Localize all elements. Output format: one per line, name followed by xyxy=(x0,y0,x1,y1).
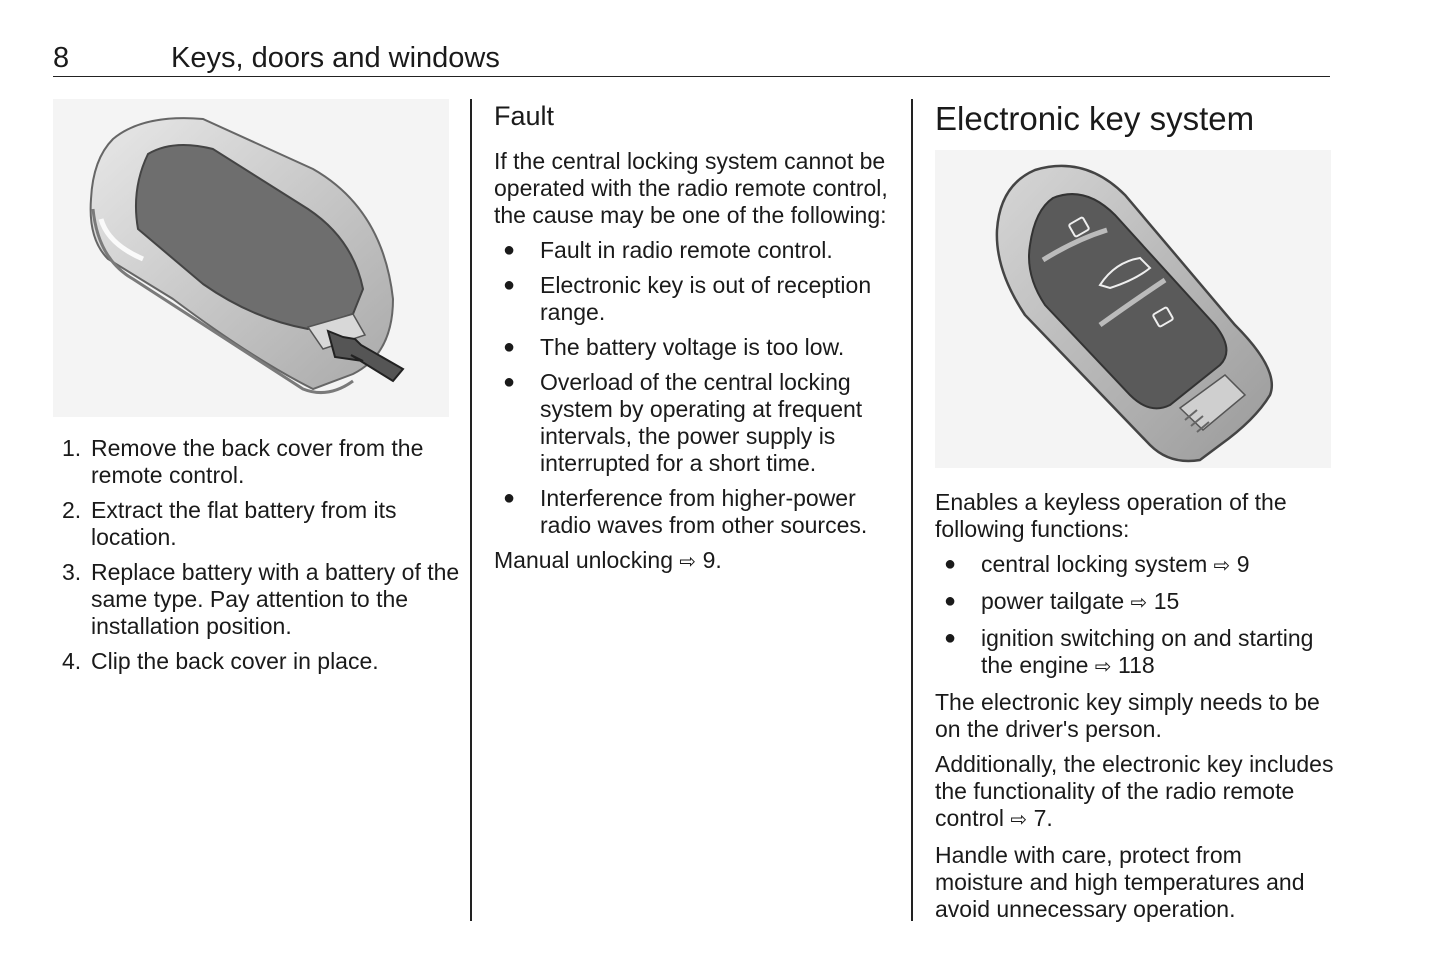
bullet-text: Interference from higher-power radio waves from other sources. xyxy=(540,485,868,538)
electronic-key-para-3: Handle with care, protect from moisture and high temperatures and avoid unnecessary operation. xyxy=(935,842,1305,922)
page-reference-arrow-icon: ⇨ xyxy=(1130,592,1148,614)
step-number: 4. xyxy=(62,648,82,674)
fault-causes-list xyxy=(494,237,894,539)
page-reference-arrow-icon: ⇨ xyxy=(1010,809,1028,831)
electronic-key-heading: Electronic key system xyxy=(935,100,1255,137)
column-divider-right xyxy=(911,99,913,921)
step-number: 3. xyxy=(62,559,82,585)
manual-unlocking-page-link[interactable]: 9. xyxy=(702,547,722,573)
bullet-text: power tailgate xyxy=(981,588,1125,614)
list-item xyxy=(62,497,462,551)
bullet-text: Electronic key is out of reception range. xyxy=(540,272,872,325)
bullet-text: Fault in radio remote control. xyxy=(540,237,833,263)
page-reference-link[interactable]: 9 xyxy=(1236,551,1250,577)
page-number: 8 xyxy=(53,42,70,74)
page-reference-link[interactable]: 118 xyxy=(1117,652,1155,678)
electronic-key-para-2-text: Additionally, the electronic key includes the functionality of the radio remote control xyxy=(935,751,1334,831)
bullet-icon: ● xyxy=(944,553,957,575)
electronic-key-body xyxy=(935,489,1335,931)
list-item xyxy=(62,559,462,640)
battery-replacement-steps xyxy=(62,435,462,683)
step-text: Extract the flat battery from its location. xyxy=(91,497,397,550)
page-reference-link[interactable]: 7. xyxy=(1033,805,1053,831)
column-divider-left xyxy=(470,99,472,921)
key-back-cover-removal-icon xyxy=(53,99,449,417)
list-item xyxy=(494,369,894,477)
fault-heading: Fault xyxy=(494,101,555,131)
electronic-key-para-2 xyxy=(935,751,1335,834)
bullet-icon: ● xyxy=(503,336,516,358)
list-item xyxy=(62,648,462,675)
bullet-text: The battery voltage is too low. xyxy=(540,334,845,360)
step-text: Replace battery with a battery of the same type. Pay attention to the installation position. xyxy=(91,559,460,639)
page-reference-link[interactable]: 15 xyxy=(1153,588,1180,614)
bullet-icon: ● xyxy=(944,590,957,612)
bullet-icon: ● xyxy=(503,487,516,509)
manual-unlocking-text: Manual unlocking xyxy=(494,547,674,573)
manual-unlocking-ref xyxy=(494,547,894,576)
bullet-icon: ● xyxy=(503,274,516,296)
bullet-icon: ● xyxy=(503,371,516,393)
electronic-key-intro: Enables a keyless operation of the following functions: xyxy=(935,489,1287,542)
bullet-text: Overload of the central locking system by operating at frequent intervals, the power supply is interrupted for a short time. xyxy=(540,369,863,476)
list-item xyxy=(935,625,1335,681)
fault-intro: If the central locking system cannot be operated with the radio remote control, the cause may be one of the following: xyxy=(494,148,888,228)
list-item xyxy=(62,435,462,489)
page-reference-arrow-icon: ⇨ xyxy=(679,551,697,573)
step-text: Clip the back cover in place. xyxy=(91,648,379,674)
electronic-key-figure xyxy=(935,150,1331,468)
electronic-key-fob-icon xyxy=(935,150,1331,468)
bullet-icon: ● xyxy=(944,627,957,649)
page-reference-arrow-icon: ⇨ xyxy=(1213,555,1231,577)
page-reference-arrow-icon: ⇨ xyxy=(1094,656,1112,678)
keyless-functions-list xyxy=(935,551,1335,681)
list-item xyxy=(494,485,894,539)
step-number: 1. xyxy=(62,435,82,461)
step-number: 2. xyxy=(62,497,82,523)
list-item xyxy=(935,588,1335,617)
list-item xyxy=(494,272,894,326)
step-text: Remove the back cover from the remote control. xyxy=(91,435,424,488)
list-item xyxy=(494,334,894,361)
bullet-icon: ● xyxy=(503,239,516,261)
section-title: Keys, doors and windows xyxy=(171,42,500,74)
bullet-text: central locking system xyxy=(981,551,1208,577)
bullet-text: ignition switching on and starting the engine xyxy=(981,625,1314,678)
page-header xyxy=(53,40,1330,77)
fault-section xyxy=(494,100,894,584)
list-item xyxy=(494,237,894,264)
list-item xyxy=(935,551,1335,580)
key-back-cover-figure xyxy=(53,99,449,417)
electronic-key-para-1: The electronic key simply needs to be on the driver's person. xyxy=(935,689,1320,742)
electronic-key-section xyxy=(935,99,1335,139)
